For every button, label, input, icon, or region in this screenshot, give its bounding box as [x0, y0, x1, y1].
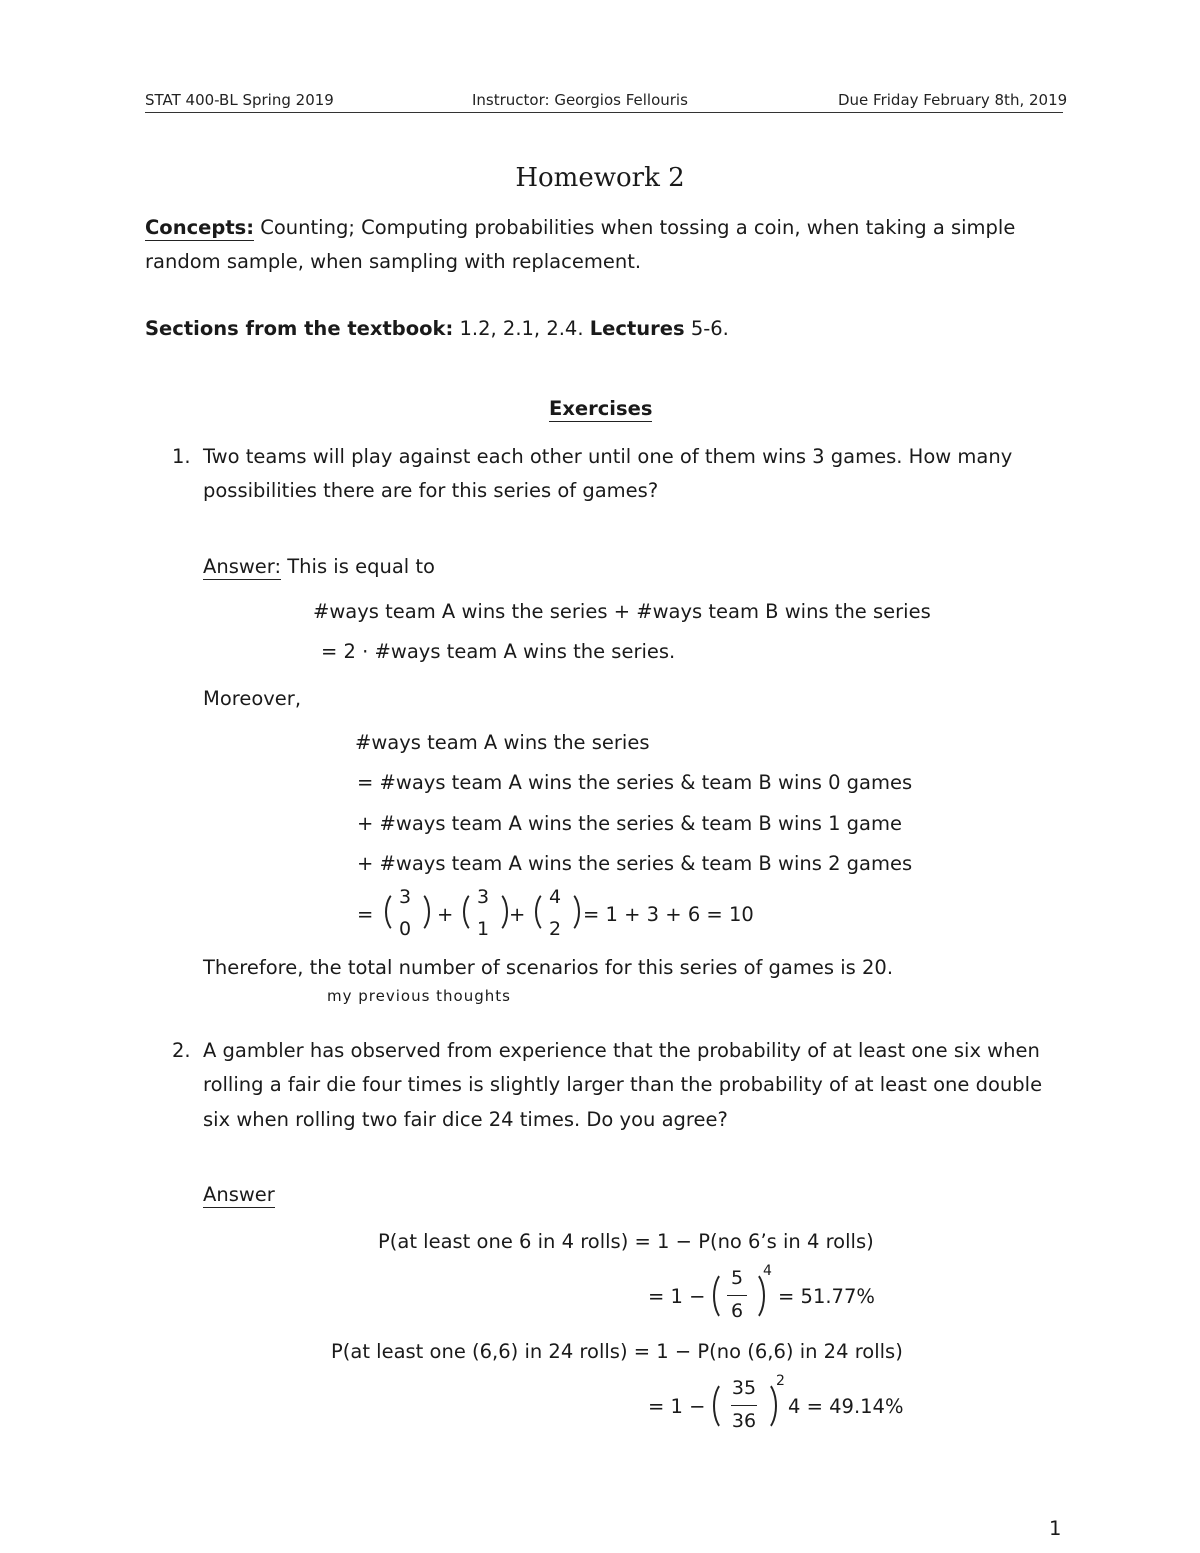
q1-plus-1: + — [437, 903, 454, 926]
q2-p2-lhs: P(at least one (6,6) in 24 rolls) = 1 − P(no (6,6) in 24 rolls) — [331, 1340, 903, 1363]
header-rule — [145, 112, 1063, 113]
q2-answer-label: Answer — [203, 1183, 275, 1206]
binom-1-bottom: 0 — [398, 918, 412, 940]
q1-plus-2: + — [509, 903, 526, 926]
q1-eq-1: #ways team A wins the series + #ways team B wins the series — [313, 600, 931, 623]
binom-2-right-paren — [480, 890, 508, 934]
q2-p1-result: = 51.77% — [778, 1285, 875, 1308]
frac-2-exponent: 2 — [776, 1373, 785, 1389]
binom-1-top: 3 — [398, 886, 412, 908]
q1-eq-3: #ways team A wins the series — [355, 731, 650, 754]
lectures-text: 5-6. — [690, 317, 729, 340]
q1-answer-text: This is equal to — [287, 555, 435, 578]
concepts-line-1 — [145, 216, 1015, 239]
q2-p2-result: 4 = 49.14% — [788, 1395, 904, 1418]
header-course: STAT 400-BL Spring 2019 — [145, 91, 334, 109]
q2-p1-lhs: P(at least one 6 in 4 rolls) = 1 − P(no 6’s in 4 rolls) — [378, 1230, 874, 1253]
binom-1-right-paren — [402, 890, 430, 934]
q1-therefore: Therefore, the total number of scenarios for this series of games is 20. — [203, 956, 894, 979]
q1-moreover: Moreover, — [203, 687, 302, 710]
q2-text-2: rolling a fair die four times is slightly larger than the probability of at least one double — [203, 1073, 1043, 1096]
q1-binom-equals: = — [357, 903, 374, 926]
q2-text-3: six when rolling two fair dice 24 times. Do you agree? — [203, 1108, 728, 1131]
header-instructor: Instructor: Georgios Fellouris — [472, 91, 688, 109]
binom-3-top: 4 — [548, 886, 562, 908]
frac-1-denominator: 6 — [730, 1300, 744, 1322]
q2-p1-equals: = 1 − — [648, 1285, 706, 1308]
q1-number: 1. — [172, 445, 191, 468]
q1-answer-label: Answer: — [203, 555, 282, 578]
q1-answer-line — [203, 555, 435, 578]
binom-2-top: 3 — [476, 886, 490, 908]
frac-2-numerator: 35 — [731, 1377, 757, 1399]
frac-2-denominator: 36 — [731, 1410, 757, 1432]
frac-2-right-paren — [749, 1380, 777, 1432]
frac-1-exponent: 4 — [763, 1263, 772, 1279]
page-number: 1 — [1049, 1517, 1062, 1540]
concepts-text-2: random sample, when sampling with replacement. — [145, 250, 642, 273]
q1-eq-5: + #ways team A wins the series & team B wins 1 game — [357, 812, 903, 835]
q1-text-1: Two teams will play against each other until one of them wins 3 games. How many — [203, 445, 1013, 468]
lectures-label: Lectures — [589, 317, 685, 340]
q2-answer-line — [203, 1183, 275, 1206]
page-title: Homework 2 — [515, 163, 685, 193]
q1-eq-4: = #ways team A wins the series & team B wins 0 games — [357, 771, 913, 794]
q1-binom-result: = 1 + 3 + 6 = 10 — [583, 903, 754, 926]
q1-eq-6: + #ways team A wins the series & team B wins 2 games — [357, 852, 913, 875]
q1-text-2: possibilities there are for this series of games? — [203, 479, 659, 502]
binom-2-bottom: 1 — [476, 918, 490, 940]
header-due: Due Friday February 8th, 2019 — [838, 91, 1068, 109]
sections-line — [145, 317, 729, 340]
binom-3-right-paren — [552, 890, 580, 934]
q2-text-1: A gambler has observed from experience that the probability of at least one six when — [203, 1039, 1040, 1062]
q2-p2-equals: = 1 − — [648, 1395, 706, 1418]
concepts-text-1: Counting; Computing probabilities when tossing a coin, when taking a simple — [260, 216, 1016, 239]
handwritten-note: my previous thoughts — [327, 987, 511, 1005]
q2-number: 2. — [172, 1039, 191, 1062]
sections-text: 1.2, 2.1, 2.4. — [459, 317, 584, 340]
concepts-label: Concepts: — [145, 216, 255, 239]
exercises-heading: Exercises — [549, 397, 653, 420]
q1-eq-2: = 2 · #ways team A wins the series. — [321, 640, 676, 663]
frac-1-numerator: 5 — [730, 1267, 744, 1289]
sections-label: Sections from the textbook: — [145, 317, 454, 340]
binom-3-bottom: 2 — [548, 918, 562, 940]
frac-1-right-paren — [737, 1270, 765, 1322]
